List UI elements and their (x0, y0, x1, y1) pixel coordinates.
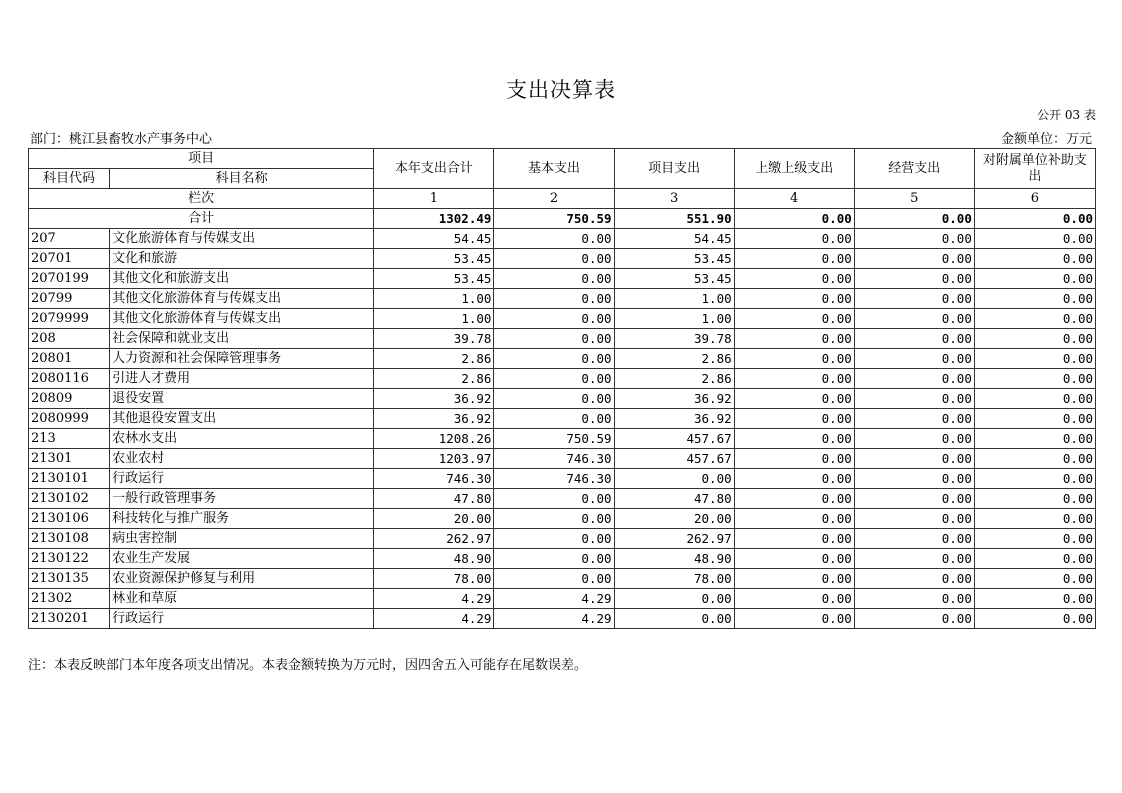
table-row (29, 549, 1096, 569)
row-value: 0.00 (734, 469, 854, 489)
row-value: 0.00 (854, 289, 974, 309)
row-value: 0.00 (494, 389, 614, 409)
row-value: 262.97 (374, 529, 494, 549)
row-name: 农业资源保护修复与利用 (110, 569, 374, 589)
table-row (29, 429, 1096, 449)
total-value: 551.90 (614, 209, 734, 229)
unit-label: 金额单位：万元 (1000, 132, 1092, 147)
row-value: 0.00 (734, 229, 854, 249)
row-value: 0.00 (974, 229, 1095, 249)
row-value: 0.00 (854, 449, 974, 469)
row-value: 54.45 (374, 229, 494, 249)
row-value: 0.00 (494, 369, 614, 389)
total-label: 合计 (29, 209, 374, 229)
row-value: 36.92 (614, 409, 734, 429)
header-name: 科目名称 (110, 169, 374, 189)
row-value: 0.00 (734, 329, 854, 349)
row-name: 社会保障和就业支出 (110, 329, 374, 349)
row-value: 0.00 (854, 349, 974, 369)
row-value: 0.00 (614, 589, 734, 609)
total-value: 750.59 (494, 209, 614, 229)
row-value: 0.00 (494, 569, 614, 589)
row-value: 2.86 (614, 369, 734, 389)
row-value: 0.00 (734, 389, 854, 409)
row-value: 0.00 (974, 269, 1095, 289)
row-value: 0.00 (734, 569, 854, 589)
row-value: 4.29 (494, 609, 614, 629)
row-value: 0.00 (974, 549, 1095, 569)
row-value: 746.30 (494, 449, 614, 469)
row-value: 0.00 (854, 609, 974, 629)
row-value: 53.45 (374, 249, 494, 269)
row-value: 0.00 (974, 469, 1095, 489)
row-value: 0.00 (854, 489, 974, 509)
row-value: 47.80 (374, 489, 494, 509)
row-value: 2.86 (374, 369, 494, 389)
row-code: 21301 (29, 449, 110, 469)
row-value: 0.00 (974, 249, 1095, 269)
row-value: 0.00 (974, 329, 1095, 349)
row-value: 0.00 (974, 589, 1095, 609)
row-value: 0.00 (734, 509, 854, 529)
row-code: 21302 (29, 589, 110, 609)
row-value: 36.92 (374, 389, 494, 409)
table-row (29, 409, 1096, 429)
row-value: 20.00 (614, 509, 734, 529)
row-name: 其他文化和旅游支出 (110, 269, 374, 289)
row-name: 退役安置 (110, 389, 374, 409)
row-value: 0.00 (734, 429, 854, 449)
row-value: 0.00 (494, 329, 614, 349)
row-value: 4.29 (494, 589, 614, 609)
row-value: 0.00 (974, 409, 1095, 429)
row-value: 4.29 (374, 609, 494, 629)
expenditure-table (28, 148, 1096, 629)
col-number: 3 (614, 189, 734, 209)
row-value: 0.00 (614, 609, 734, 629)
col-number: 6 (974, 189, 1095, 209)
row-value: 0.00 (734, 449, 854, 469)
total-value: 1302.49 (374, 209, 494, 229)
row-code: 2130102 (29, 489, 110, 509)
row-value: 36.92 (614, 389, 734, 409)
row-value: 1.00 (614, 289, 734, 309)
row-value: 0.00 (734, 409, 854, 429)
row-value: 0.00 (974, 489, 1095, 509)
row-value: 0.00 (974, 289, 1095, 309)
table-row (29, 229, 1096, 249)
header-total: 本年支出合计 (374, 149, 494, 189)
row-name: 其他退役安置支出 (110, 409, 374, 429)
row-value: 0.00 (854, 469, 974, 489)
row-code: 2079999 (29, 309, 110, 329)
form-number: 公开 03 表 (1037, 108, 1096, 122)
row-name: 人力资源和社会保障管理事务 (110, 349, 374, 369)
row-value: 78.00 (614, 569, 734, 589)
row-value: 0.00 (974, 309, 1095, 329)
row-value: 4.29 (374, 589, 494, 609)
row-code: 2130201 (29, 609, 110, 629)
header-basic: 基本支出 (494, 149, 614, 189)
row-value: 54.45 (614, 229, 734, 249)
row-code: 2130108 (29, 529, 110, 549)
total-value: 0.00 (974, 209, 1095, 229)
row-name: 病虫害控制 (110, 529, 374, 549)
row-value: 0.00 (854, 429, 974, 449)
row-code: 2080999 (29, 409, 110, 429)
row-value: 2.86 (374, 349, 494, 369)
row-code: 20701 (29, 249, 110, 269)
row-code: 20809 (29, 389, 110, 409)
row-value: 0.00 (494, 309, 614, 329)
row-value: 0.00 (614, 469, 734, 489)
row-value: 0.00 (854, 409, 974, 429)
row-name: 其他文化旅游体育与传媒支出 (110, 289, 374, 309)
table-row (29, 569, 1096, 589)
row-value: 0.00 (734, 609, 854, 629)
table-row (29, 489, 1096, 509)
row-value: 53.45 (614, 249, 734, 269)
row-value: 0.00 (854, 249, 974, 269)
row-value: 0.00 (854, 529, 974, 549)
row-value: 0.00 (734, 489, 854, 509)
row-value: 0.00 (854, 269, 974, 289)
row-value: 1203.97 (374, 449, 494, 469)
row-value: 0.00 (494, 289, 614, 309)
row-value: 0.00 (734, 289, 854, 309)
row-code: 2130122 (29, 549, 110, 569)
table-row (29, 389, 1096, 409)
row-value: 47.80 (614, 489, 734, 509)
row-value: 53.45 (374, 269, 494, 289)
row-code: 208 (29, 329, 110, 349)
col-number: 1 (374, 189, 494, 209)
row-code: 2130135 (29, 569, 110, 589)
row-value: 0.00 (974, 369, 1095, 389)
col-number: 5 (854, 189, 974, 209)
row-value: 2.86 (614, 349, 734, 369)
table-row (29, 529, 1096, 549)
row-value: 0.00 (734, 269, 854, 289)
row-value: 1208.26 (374, 429, 494, 449)
row-name: 林业和草原 (110, 589, 374, 609)
row-name: 引进人才费用 (110, 369, 374, 389)
row-value: 0.00 (734, 349, 854, 369)
row-value: 0.00 (734, 549, 854, 569)
total-value: 0.00 (734, 209, 854, 229)
row-value: 1.00 (614, 309, 734, 329)
table-row (29, 269, 1096, 289)
row-value: 0.00 (854, 549, 974, 569)
row-name: 科技转化与推广服务 (110, 509, 374, 529)
row-value: 1.00 (374, 309, 494, 329)
total-row (29, 209, 1096, 229)
header-upper: 上缴上级支出 (734, 149, 854, 189)
row-value: 0.00 (854, 329, 974, 349)
row-name: 农业农村 (110, 449, 374, 469)
row-name: 农林水支出 (110, 429, 374, 449)
row-code: 213 (29, 429, 110, 449)
row-value: 0.00 (974, 529, 1095, 549)
total-value: 0.00 (854, 209, 974, 229)
row-value: 20.00 (374, 509, 494, 529)
row-value: 0.00 (854, 389, 974, 409)
col-number: 2 (494, 189, 614, 209)
row-value: 0.00 (494, 349, 614, 369)
row-value: 0.00 (974, 609, 1095, 629)
department-label: 部门：桃江县畜牧水产事务中心 (30, 132, 213, 147)
table-row (29, 249, 1096, 269)
row-value: 0.00 (494, 229, 614, 249)
row-value: 0.00 (974, 449, 1095, 469)
row-value: 0.00 (974, 569, 1095, 589)
header-subsidy: 对附属单位补助支出 (974, 149, 1095, 189)
header-business: 经营支出 (854, 149, 974, 189)
row-value: 0.00 (494, 269, 614, 289)
row-value: 0.00 (854, 369, 974, 389)
row-name: 行政运行 (110, 469, 374, 489)
table-row (29, 469, 1096, 489)
row-value: 1.00 (374, 289, 494, 309)
row-value: 0.00 (734, 529, 854, 549)
row-code: 2080116 (29, 369, 110, 389)
row-value: 746.30 (374, 469, 494, 489)
row-value: 0.00 (494, 529, 614, 549)
row-value: 0.00 (854, 569, 974, 589)
col-number: 4 (734, 189, 854, 209)
row-code: 20801 (29, 349, 110, 369)
row-value: 78.00 (374, 569, 494, 589)
row-value: 39.78 (614, 329, 734, 349)
row-code: 207 (29, 229, 110, 249)
row-value: 0.00 (734, 589, 854, 609)
table-row (29, 369, 1096, 389)
header-project-expense: 项目支出 (614, 149, 734, 189)
row-value: 36.92 (374, 409, 494, 429)
table-row (29, 349, 1096, 369)
row-value: 0.00 (494, 489, 614, 509)
row-value: 0.00 (854, 229, 974, 249)
row-name: 文化和旅游 (110, 249, 374, 269)
row-value: 0.00 (734, 249, 854, 269)
row-value: 0.00 (494, 509, 614, 529)
row-name: 其他文化旅游体育与传媒支出 (110, 309, 374, 329)
row-name: 一般行政管理事务 (110, 489, 374, 509)
row-value: 0.00 (494, 549, 614, 569)
row-name: 农业生产发展 (110, 549, 374, 569)
row-value: 457.67 (614, 449, 734, 469)
row-value: 39.78 (374, 329, 494, 349)
row-value: 0.00 (974, 509, 1095, 529)
row-value: 457.67 (614, 429, 734, 449)
row-code: 20799 (29, 289, 110, 309)
table-row (29, 449, 1096, 469)
row-name: 行政运行 (110, 609, 374, 629)
row-code: 2130101 (29, 469, 110, 489)
table-row (29, 509, 1096, 529)
row-value: 0.00 (494, 249, 614, 269)
row-value: 0.00 (974, 349, 1095, 369)
row-value: 48.90 (374, 549, 494, 569)
header-col-label: 栏次 (29, 189, 374, 209)
row-code: 2130106 (29, 509, 110, 529)
page-title: 支出决算表 (506, 78, 616, 102)
table-body (29, 229, 1096, 629)
row-value: 48.90 (614, 549, 734, 569)
row-code: 2070199 (29, 269, 110, 289)
table-row (29, 309, 1096, 329)
table-row (29, 329, 1096, 349)
row-name: 文化旅游体育与传媒支出 (110, 229, 374, 249)
footnote: 注：本表反映部门本年度各项支出情况。本表金额转换为万元时，因四舍五入可能存在尾数误差。 (28, 658, 588, 673)
row-value: 0.00 (734, 309, 854, 329)
row-value: 53.45 (614, 269, 734, 289)
row-value: 0.00 (854, 309, 974, 329)
row-value: 0.00 (854, 589, 974, 609)
row-value: 262.97 (614, 529, 734, 549)
table-row (29, 609, 1096, 629)
row-value: 0.00 (974, 389, 1095, 409)
header-code: 科目代码 (29, 169, 110, 189)
row-value: 0.00 (974, 429, 1095, 449)
header-project: 项目 (29, 149, 374, 169)
row-value: 750.59 (494, 429, 614, 449)
table-row (29, 589, 1096, 609)
table-row (29, 289, 1096, 309)
row-value: 0.00 (494, 409, 614, 429)
row-value: 0.00 (854, 509, 974, 529)
row-value: 0.00 (734, 369, 854, 389)
row-value: 746.30 (494, 469, 614, 489)
